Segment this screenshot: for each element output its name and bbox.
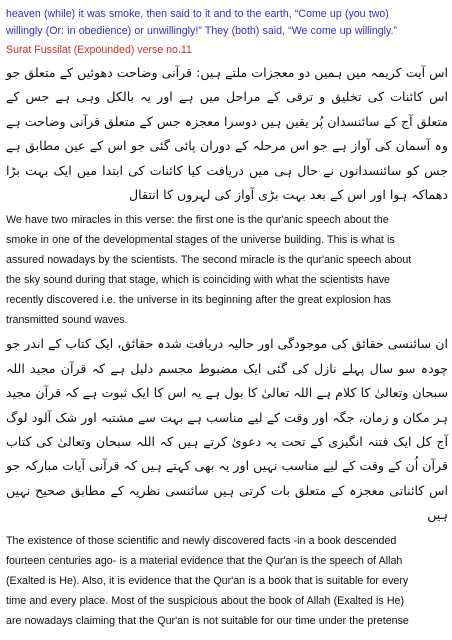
quranic-verse-translation (6, 6, 448, 40)
paragraph-line: the sky sound during that stage, which is coinciding with what the scientists have (6, 274, 390, 287)
verse-quote-line: willingly (Or: in obedience) or unwillingly!” They (both) said, “We come up willingly.” (6, 25, 398, 37)
paragraph-line: smoke in one of the developmental stages of the universe building. This is what is (6, 234, 395, 247)
paragraph-line: fourteen centuries ago- is a material evidence that the Qur'an is the speech of Allah (6, 554, 403, 567)
paragraph-line: transmitted sound waves. (6, 314, 128, 327)
verse-reference: Surat Fussilat (Expounded) verse no.11 (6, 44, 192, 56)
english-paragraph-1 (6, 210, 448, 330)
urdu-paragraph-1: اس آیت کریمہ میں ہمیں دو معجزات ملتے ہیں: قرآنی وضاحت دھوئیں کے متعلق جو اس کائنات کی تخلیق و ترقی کے مراحل میں ہے اور یہ بالکل وہی ہے جس کے متعلق آج کے سائنسدان پُر یقین ہیں دوسرا معجزہ جس کے متعلق قرآنی وضاحت ہے وہ آسمان کی آواز ہے جو اس مرحلہ کے دوران پائی گئی جو اس کے عین مطابق ہے جس کو سائنسدانوں نے حال ہی میں دریافت کیا کائنات کی ابتدا میں ایک بہت بڑا دھماکہ ہوا اور اس کے بعد بہت بڑی آواز کی لہروں کا انتقال (6, 65, 448, 203)
english-paragraph-2 (6, 531, 448, 631)
paragraph-line: The existence of those scientific and newly discovered facts -in a book descended (6, 534, 397, 547)
paragraph-line: recently discovered i.e. the universe in its beginning after the great explosion has (6, 294, 391, 307)
urdu-paragraph-2: ان سائنسی حقائق کی موجودگی اور حالیہ دریافت شدہ حقائق، ایک کتاب کے اندر جو چودہ سو سال پہلے نازل کی گئی ایک مضبوط مجسم دلیل ہے کہ قرآن مجید اللہ سبحان وتعالیٰ کا کلام ہے اللہ تعالیٰ کا بول ہے یہ اس کا ایک ثبوت ہے کہ قرآن مجید ہر مکان و زمان، جگہ اور وقت کے لیے مناسب ہے بہت سے مشتبہ اور شک آلود لوگ آج کل ایک فتنہ انگیزی کے تحت یہ دعویٰ کرتے ہیں کہ اللہ سبحان وتعالیٰ کی کتاب قرآن اُن کے وقت کے لیے مناسب نہیں اور یہ بھی کہتے ہیں کہ قرآنی آیات مبارکہ جو اس کائناتی معجزہ کے متعلق بات کرتی ہیں سائنسی نظریہ کے مطابق صحیح نہیں ہیں (6, 336, 448, 523)
paragraph-line: time and every place. Most of the suspicious about the book of Allah (Exalted is He) (6, 594, 405, 607)
paragraph-line: We have two miracles in this verse: the first one is the qur'anic speech about the (6, 214, 389, 227)
paragraph-line: (Exalted is He). Also, it is evidence that the Qur'an is a book that is suitable for every (6, 574, 409, 587)
paragraph-line: assured nowadays by the scientists. The second miracle is the qur'anic speech about (6, 254, 412, 267)
paragraph-line: are nowadays claiming that the Qur'an is not suitable for our time under the pretense (6, 614, 409, 627)
verse-quote-line: heaven (while) it was smoke, then said to it and to the earth, “Come up (you two) (6, 8, 389, 20)
